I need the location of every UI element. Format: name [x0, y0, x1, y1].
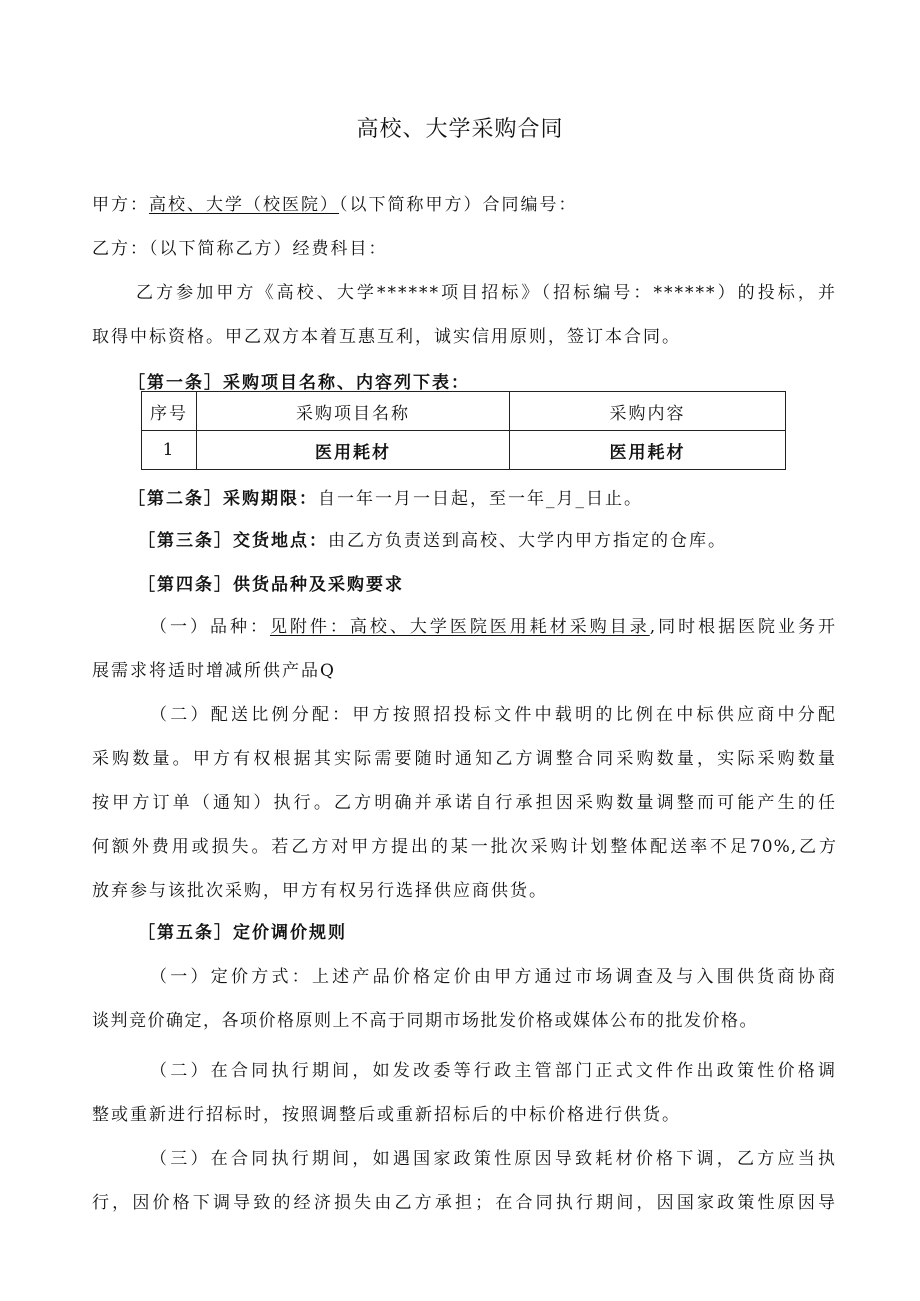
article-3-label: ［第三条］交货地点：	[138, 531, 328, 551]
article-2-label: ［第二条］采购期限：	[128, 489, 318, 509]
article-4-item-2-line-4: 何额外费用或损失。若乙方对甲方提出的某一批次采购计划整体配送率不足70%,乙方	[92, 837, 837, 857]
party-a-suffix: （以下简称甲方）合同编号：	[339, 195, 578, 215]
party-a-line	[92, 190, 837, 215]
article-4-item-1-line-2: 展需求将适时增减所供产品Q	[92, 661, 336, 681]
table-header-cell: 采购内容	[510, 392, 786, 431]
article-4-item-2-line-1: （二）配送比例分配：甲方按照招投标文件中载明的比例在中标供应商中分配	[150, 705, 837, 725]
table-cell: 1	[142, 431, 197, 470]
article-5-heading: ［第五条］定价调价规则	[138, 923, 347, 943]
party-b-line: 乙方：（以下简称乙方）经费科目：	[92, 239, 388, 259]
article-5-item-3-line-1: （三）在合同执行期间，如遇国家政策性原因导致耗材价格下调，乙方应当执	[150, 1149, 837, 1169]
article-4-heading: ［第四条］供货品种及采购要求	[138, 575, 404, 595]
table-cell: 医用耗材	[510, 431, 786, 470]
article-4-item-1-rest: ,同时根据医院业务开	[649, 617, 838, 637]
document-title: 高校、大学采购合同	[356, 117, 564, 142]
party-a-label: 甲方：	[92, 195, 149, 215]
table-header-cell: 采购项目名称	[197, 392, 510, 431]
table-header-cell: 序号	[142, 392, 197, 431]
article-5-item-2-line-2: 整或重新进行招标时，按照调整后或重新招标后的中标价格进行供货。	[92, 1105, 681, 1125]
article-5-item-2-line-1: （二）在合同执行期间，如发改委等行政主管部门正式文件作出政策性价格调	[150, 1061, 837, 1081]
article-1-heading: ［第一条］采购项目名称、内容列下表：	[128, 373, 470, 393]
table-header-row	[142, 392, 786, 431]
article-2-line	[128, 484, 873, 509]
intro-line-1: 乙方参加甲方《高校、大学******项目招标》（招标编号：******）的投标，并	[136, 283, 837, 303]
article-3-line	[138, 526, 883, 551]
table-row	[142, 431, 786, 470]
article-4-item-2-line-5: 放弃参与该批次采购，甲方有权另行选择供应商供货。	[92, 881, 548, 901]
article-2-text: 自一年一月一日起，至一年_月_日止。	[318, 489, 643, 509]
article-4-item-2-line-2: 采购数量。甲方有权根据其实际需要随时通知乙方调整合同采购数量，实际采购数量	[92, 749, 837, 769]
intro-line-2: 取得中标资格。甲乙双方本着互惠互利，诚实信用原则，签订本合同。	[92, 327, 681, 347]
article-5-item-1-line-2: 谈判竞价确定，各项价格原则上不高于同期市场批发价格或媒体公布的批发价格。	[92, 1011, 758, 1031]
article-5-item-3-line-2: 行，因价格下调导致的经济损失由乙方承担；在合同执行期间，因国家政策性原因导	[92, 1193, 837, 1213]
article-4-item-1-prefix: （一）品种：	[150, 617, 270, 637]
article-4-item-1-line-1	[150, 612, 837, 637]
article-3-text: 由乙方负责送到高校、大学内甲方指定的仓库。	[328, 531, 727, 551]
catalog-attachment-link[interactable]: 见附件：高校、大学医院医用耗材采购目录	[269, 617, 650, 637]
party-a-name: 高校、大学（校医院）	[149, 195, 339, 215]
article-5-item-1-line-1: （一）定价方式：上述产品价格定价由甲方通过市场调查及与入围供货商协商	[150, 967, 837, 987]
table-cell: 医用耗材	[197, 431, 510, 470]
article-4-item-2-line-3: 按甲方订单（通知）执行。乙方明确并承诺自行承担因采购数量调整而可能产生的任	[92, 793, 837, 813]
procurement-table	[141, 391, 786, 470]
